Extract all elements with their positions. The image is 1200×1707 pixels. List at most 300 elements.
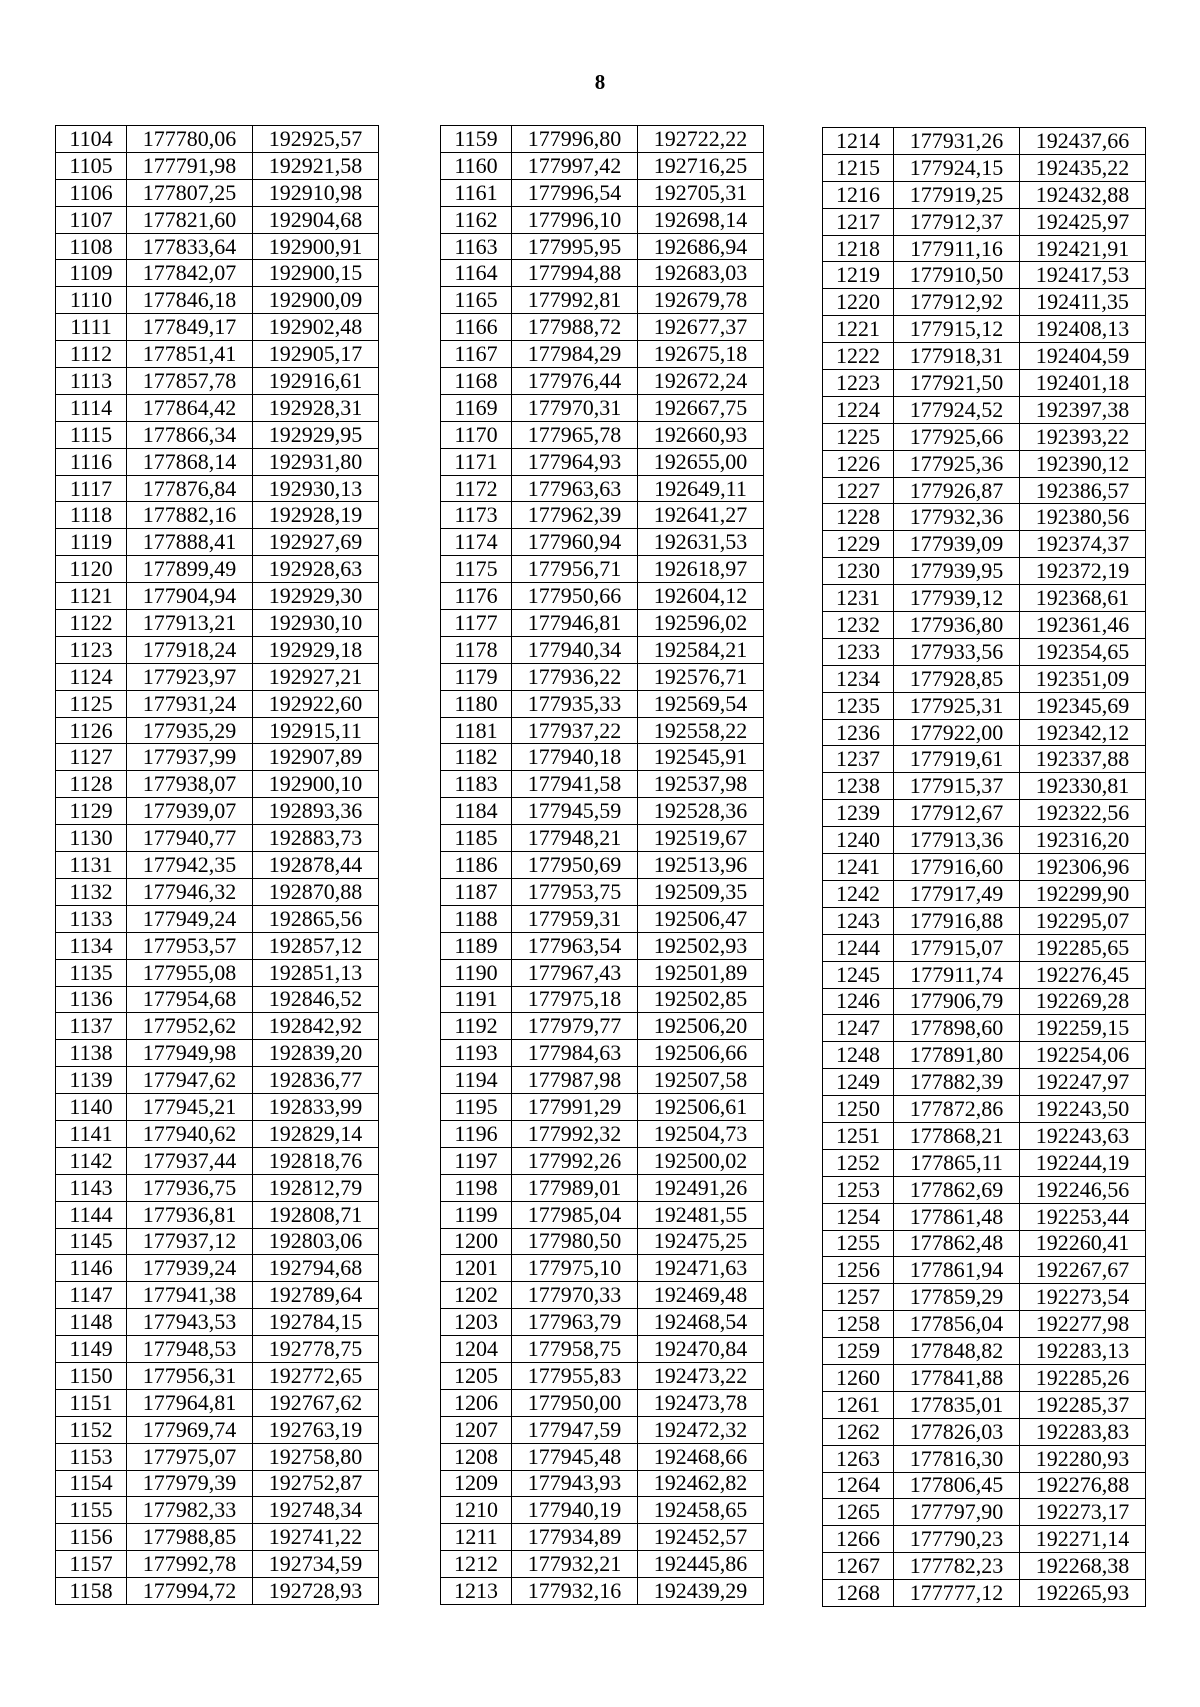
point-number-cell: 1224 xyxy=(823,396,894,423)
point-number-cell: 1167 xyxy=(441,341,512,368)
x-coordinate-cell: 177861,48 xyxy=(894,1203,1020,1230)
table-row xyxy=(823,396,1146,423)
table-row xyxy=(56,206,379,233)
y-coordinate-cell: 192243,63 xyxy=(1020,1122,1146,1149)
x-coordinate-cell: 177940,62 xyxy=(127,1120,253,1147)
point-number-cell: 1192 xyxy=(441,1013,512,1040)
table-row xyxy=(823,1526,1146,1553)
x-coordinate-cell: 177960,94 xyxy=(512,529,638,556)
point-number-cell: 1257 xyxy=(823,1284,894,1311)
point-number-cell: 1113 xyxy=(56,368,127,395)
y-coordinate-cell: 192295,07 xyxy=(1020,907,1146,934)
point-number-cell: 1119 xyxy=(56,529,127,556)
table-row xyxy=(441,529,764,556)
table-row xyxy=(56,1094,379,1121)
y-coordinate-cell: 192500,02 xyxy=(638,1147,764,1174)
table-row xyxy=(56,1362,379,1389)
point-number-cell: 1118 xyxy=(56,502,127,529)
table-row xyxy=(823,1364,1146,1391)
table-row xyxy=(823,719,1146,746)
point-number-cell: 1264 xyxy=(823,1472,894,1499)
x-coordinate-cell: 177980,50 xyxy=(512,1228,638,1255)
y-coordinate-cell: 192411,35 xyxy=(1020,289,1146,316)
table-row xyxy=(56,878,379,905)
table-row xyxy=(441,126,764,153)
table-row xyxy=(56,583,379,610)
x-coordinate-cell: 177956,31 xyxy=(127,1362,253,1389)
x-coordinate-cell: 177849,17 xyxy=(127,314,253,341)
x-coordinate-cell: 177946,32 xyxy=(127,878,253,905)
table-row xyxy=(823,343,1146,370)
table-row xyxy=(441,1120,764,1147)
y-coordinate-cell: 192734,59 xyxy=(253,1551,379,1578)
y-coordinate-cell: 192916,61 xyxy=(253,368,379,395)
x-coordinate-cell: 177950,66 xyxy=(512,583,638,610)
point-number-cell: 1129 xyxy=(56,798,127,825)
point-number-cell: 1227 xyxy=(823,477,894,504)
y-coordinate-cell: 192299,90 xyxy=(1020,880,1146,907)
y-coordinate-cell: 192519,67 xyxy=(638,825,764,852)
table-row xyxy=(56,959,379,986)
y-coordinate-cell: 192928,19 xyxy=(253,502,379,529)
y-coordinate-cell: 192649,11 xyxy=(638,475,764,502)
table-row xyxy=(56,1120,379,1147)
x-coordinate-cell: 177955,83 xyxy=(512,1362,638,1389)
point-number-cell: 1206 xyxy=(441,1389,512,1416)
table-row xyxy=(56,986,379,1013)
y-coordinate-cell: 192271,14 xyxy=(1020,1526,1146,1553)
point-number-cell: 1162 xyxy=(441,206,512,233)
point-number-cell: 1108 xyxy=(56,233,127,260)
y-coordinate-cell: 192368,61 xyxy=(1020,585,1146,612)
x-coordinate-cell: 177939,12 xyxy=(894,585,1020,612)
point-number-cell: 1233 xyxy=(823,638,894,665)
y-coordinate-cell: 192902,48 xyxy=(253,314,379,341)
point-number-cell: 1133 xyxy=(56,905,127,932)
y-coordinate-cell: 192767,62 xyxy=(253,1389,379,1416)
table-row xyxy=(441,825,764,852)
x-coordinate-cell: 177952,62 xyxy=(127,1013,253,1040)
x-coordinate-cell: 177912,92 xyxy=(894,289,1020,316)
y-coordinate-cell: 192506,61 xyxy=(638,1094,764,1121)
table-row xyxy=(441,1067,764,1094)
x-coordinate-cell: 177937,99 xyxy=(127,744,253,771)
y-coordinate-cell: 192473,78 xyxy=(638,1389,764,1416)
x-coordinate-cell: 177826,03 xyxy=(894,1418,1020,1445)
table-row xyxy=(823,262,1146,289)
table-row xyxy=(823,289,1146,316)
point-number-cell: 1210 xyxy=(441,1497,512,1524)
y-coordinate-cell: 192509,35 xyxy=(638,878,764,905)
y-coordinate-cell: 192545,91 xyxy=(638,744,764,771)
table-row xyxy=(823,907,1146,934)
table-row xyxy=(56,744,379,771)
y-coordinate-cell: 192641,27 xyxy=(638,502,764,529)
table-row xyxy=(56,1416,379,1443)
x-coordinate-cell: 177851,41 xyxy=(127,341,253,368)
y-coordinate-cell: 192763,19 xyxy=(253,1416,379,1443)
x-coordinate-cell: 177919,61 xyxy=(894,746,1020,773)
table-row xyxy=(56,636,379,663)
x-coordinate-cell: 177965,78 xyxy=(512,421,638,448)
y-coordinate-cell: 192836,77 xyxy=(253,1067,379,1094)
table-row xyxy=(441,717,764,744)
point-number-cell: 1232 xyxy=(823,612,894,639)
x-coordinate-cell: 177866,34 xyxy=(127,421,253,448)
table-row xyxy=(823,1391,1146,1418)
table-row xyxy=(441,179,764,206)
point-number-cell: 1223 xyxy=(823,370,894,397)
y-coordinate-cell: 192705,31 xyxy=(638,179,764,206)
point-number-cell: 1226 xyxy=(823,450,894,477)
table-row xyxy=(823,450,1146,477)
y-coordinate-cell: 192269,28 xyxy=(1020,988,1146,1015)
x-coordinate-cell: 177992,81 xyxy=(512,287,638,314)
table-row xyxy=(441,744,764,771)
table-row xyxy=(56,1067,379,1094)
x-coordinate-cell: 177943,53 xyxy=(127,1309,253,1336)
point-number-cell: 1142 xyxy=(56,1147,127,1174)
y-coordinate-cell: 192679,78 xyxy=(638,287,764,314)
y-coordinate-cell: 192351,09 xyxy=(1020,665,1146,692)
table-row xyxy=(441,314,764,341)
x-coordinate-cell: 177925,31 xyxy=(894,692,1020,719)
y-coordinate-cell: 192631,53 xyxy=(638,529,764,556)
table-row xyxy=(823,692,1146,719)
table-row xyxy=(441,959,764,986)
y-coordinate-cell: 192907,89 xyxy=(253,744,379,771)
x-coordinate-cell: 177992,78 xyxy=(127,1551,253,1578)
table-row xyxy=(441,1497,764,1524)
x-coordinate-cell: 177935,33 xyxy=(512,690,638,717)
y-coordinate-cell: 192432,88 xyxy=(1020,181,1146,208)
point-number-cell: 1155 xyxy=(56,1497,127,1524)
point-number-cell: 1106 xyxy=(56,179,127,206)
x-coordinate-cell: 177925,66 xyxy=(894,423,1020,450)
y-coordinate-cell: 192322,56 xyxy=(1020,800,1146,827)
point-number-cell: 1222 xyxy=(823,343,894,370)
table-row xyxy=(441,421,764,448)
point-number-cell: 1110 xyxy=(56,287,127,314)
x-coordinate-cell: 177864,42 xyxy=(127,394,253,421)
y-coordinate-cell: 192342,12 xyxy=(1020,719,1146,746)
y-coordinate-cell: 192354,65 xyxy=(1020,638,1146,665)
table-row xyxy=(823,1096,1146,1123)
y-coordinate-cell: 192878,44 xyxy=(253,852,379,879)
y-coordinate-cell: 192675,18 xyxy=(638,341,764,368)
y-coordinate-cell: 192470,84 xyxy=(638,1336,764,1363)
table-row xyxy=(56,260,379,287)
y-coordinate-cell: 192558,22 xyxy=(638,717,764,744)
point-number-cell: 1173 xyxy=(441,502,512,529)
x-coordinate-cell: 177861,94 xyxy=(894,1257,1020,1284)
table-row xyxy=(441,690,764,717)
x-coordinate-cell: 177947,62 xyxy=(127,1067,253,1094)
y-coordinate-cell: 192772,65 xyxy=(253,1362,379,1389)
table-row xyxy=(56,825,379,852)
table-row xyxy=(823,1553,1146,1580)
point-number-cell: 1150 xyxy=(56,1362,127,1389)
table-row xyxy=(823,612,1146,639)
point-number-cell: 1228 xyxy=(823,504,894,531)
table-row xyxy=(823,558,1146,585)
point-number-cell: 1254 xyxy=(823,1203,894,1230)
table-row xyxy=(823,128,1146,155)
coordinate-table-2 xyxy=(440,125,764,1605)
point-number-cell: 1191 xyxy=(441,986,512,1013)
x-coordinate-cell: 177976,44 xyxy=(512,368,638,395)
point-number-cell: 1137 xyxy=(56,1013,127,1040)
x-coordinate-cell: 177806,45 xyxy=(894,1472,1020,1499)
point-number-cell: 1243 xyxy=(823,907,894,934)
table-row xyxy=(823,370,1146,397)
x-coordinate-cell: 177995,95 xyxy=(512,233,638,260)
table-row xyxy=(441,1443,764,1470)
table-row xyxy=(56,663,379,690)
y-coordinate-cell: 192842,92 xyxy=(253,1013,379,1040)
table-row xyxy=(441,556,764,583)
x-coordinate-cell: 177924,52 xyxy=(894,396,1020,423)
point-number-cell: 1217 xyxy=(823,208,894,235)
point-number-cell: 1246 xyxy=(823,988,894,1015)
x-coordinate-cell: 177932,21 xyxy=(512,1551,638,1578)
y-coordinate-cell: 192254,06 xyxy=(1020,1042,1146,1069)
point-number-cell: 1231 xyxy=(823,585,894,612)
table-row xyxy=(441,1389,764,1416)
y-coordinate-cell: 192273,17 xyxy=(1020,1499,1146,1526)
table-row xyxy=(56,1255,379,1282)
x-coordinate-cell: 177937,44 xyxy=(127,1147,253,1174)
point-number-cell: 1236 xyxy=(823,719,894,746)
point-number-cell: 1197 xyxy=(441,1147,512,1174)
point-number-cell: 1163 xyxy=(441,233,512,260)
x-coordinate-cell: 177994,72 xyxy=(127,1578,253,1605)
x-coordinate-cell: 177888,41 xyxy=(127,529,253,556)
point-number-cell: 1208 xyxy=(441,1443,512,1470)
point-number-cell: 1247 xyxy=(823,1015,894,1042)
x-coordinate-cell: 177939,95 xyxy=(894,558,1020,585)
table-row xyxy=(56,314,379,341)
x-coordinate-cell: 177975,07 xyxy=(127,1443,253,1470)
x-coordinate-cell: 177848,82 xyxy=(894,1338,1020,1365)
y-coordinate-cell: 192758,80 xyxy=(253,1443,379,1470)
point-number-cell: 1147 xyxy=(56,1282,127,1309)
table-row xyxy=(823,1499,1146,1526)
point-number-cell: 1218 xyxy=(823,235,894,262)
table-row xyxy=(56,448,379,475)
table-row xyxy=(441,475,764,502)
x-coordinate-cell: 177970,31 xyxy=(512,394,638,421)
x-coordinate-cell: 177956,71 xyxy=(512,556,638,583)
point-number-cell: 1124 xyxy=(56,663,127,690)
y-coordinate-cell: 192468,66 xyxy=(638,1443,764,1470)
point-number-cell: 1259 xyxy=(823,1338,894,1365)
y-coordinate-cell: 192437,66 xyxy=(1020,128,1146,155)
point-number-cell: 1205 xyxy=(441,1362,512,1389)
y-coordinate-cell: 192808,71 xyxy=(253,1201,379,1228)
table-row xyxy=(56,126,379,153)
x-coordinate-cell: 177868,14 xyxy=(127,448,253,475)
x-coordinate-cell: 177906,79 xyxy=(894,988,1020,1015)
y-coordinate-cell: 192716,25 xyxy=(638,152,764,179)
point-number-cell: 1183 xyxy=(441,771,512,798)
y-coordinate-cell: 192276,88 xyxy=(1020,1472,1146,1499)
table-row xyxy=(56,1147,379,1174)
y-coordinate-cell: 192752,87 xyxy=(253,1470,379,1497)
y-coordinate-cell: 192722,22 xyxy=(638,126,764,153)
table-row xyxy=(823,1257,1146,1284)
table-row xyxy=(56,368,379,395)
y-coordinate-cell: 192452,57 xyxy=(638,1524,764,1551)
y-coordinate-cell: 192748,34 xyxy=(253,1497,379,1524)
table-row xyxy=(823,531,1146,558)
table-row xyxy=(823,934,1146,961)
x-coordinate-cell: 177924,15 xyxy=(894,154,1020,181)
x-coordinate-cell: 177913,36 xyxy=(894,827,1020,854)
point-number-cell: 1169 xyxy=(441,394,512,421)
point-number-cell: 1171 xyxy=(441,448,512,475)
y-coordinate-cell: 192259,15 xyxy=(1020,1015,1146,1042)
table-row xyxy=(441,1255,764,1282)
point-number-cell: 1158 xyxy=(56,1578,127,1605)
y-coordinate-cell: 192462,82 xyxy=(638,1470,764,1497)
point-number-cell: 1251 xyxy=(823,1122,894,1149)
point-number-cell: 1144 xyxy=(56,1201,127,1228)
x-coordinate-cell: 177780,06 xyxy=(127,126,253,153)
point-number-cell: 1111 xyxy=(56,314,127,341)
point-number-cell: 1204 xyxy=(441,1336,512,1363)
y-coordinate-cell: 192380,56 xyxy=(1020,504,1146,531)
x-coordinate-cell: 177985,04 xyxy=(512,1201,638,1228)
coordinate-table-3 xyxy=(822,127,1146,1607)
point-number-cell: 1249 xyxy=(823,1069,894,1096)
x-coordinate-cell: 177984,63 xyxy=(512,1040,638,1067)
y-coordinate-cell: 192285,26 xyxy=(1020,1364,1146,1391)
table-row xyxy=(823,316,1146,343)
y-coordinate-cell: 192904,68 xyxy=(253,206,379,233)
point-number-cell: 1195 xyxy=(441,1094,512,1121)
x-coordinate-cell: 177939,09 xyxy=(894,531,1020,558)
table-row xyxy=(823,1069,1146,1096)
y-coordinate-cell: 192839,20 xyxy=(253,1040,379,1067)
point-number-cell: 1256 xyxy=(823,1257,894,1284)
point-number-cell: 1139 xyxy=(56,1067,127,1094)
point-number-cell: 1121 xyxy=(56,583,127,610)
y-coordinate-cell: 192893,36 xyxy=(253,798,379,825)
y-coordinate-cell: 192537,98 xyxy=(638,771,764,798)
x-coordinate-cell: 177946,81 xyxy=(512,610,638,637)
table-row xyxy=(56,475,379,502)
x-coordinate-cell: 177948,21 xyxy=(512,825,638,852)
point-number-cell: 1161 xyxy=(441,179,512,206)
table-row xyxy=(56,529,379,556)
point-number-cell: 1170 xyxy=(441,421,512,448)
y-coordinate-cell: 192576,71 xyxy=(638,663,764,690)
x-coordinate-cell: 177932,16 xyxy=(512,1578,638,1605)
table-row xyxy=(823,638,1146,665)
y-coordinate-cell: 192393,22 xyxy=(1020,423,1146,450)
table-row xyxy=(56,394,379,421)
x-coordinate-cell: 177918,31 xyxy=(894,343,1020,370)
point-number-cell: 1138 xyxy=(56,1040,127,1067)
x-coordinate-cell: 177911,16 xyxy=(894,235,1020,262)
point-number-cell: 1220 xyxy=(823,289,894,316)
table-row xyxy=(823,235,1146,262)
y-coordinate-cell: 192502,93 xyxy=(638,932,764,959)
x-coordinate-cell: 177857,78 xyxy=(127,368,253,395)
y-coordinate-cell: 192925,57 xyxy=(253,126,379,153)
table-row xyxy=(823,1338,1146,1365)
y-coordinate-cell: 192683,03 xyxy=(638,260,764,287)
x-coordinate-cell: 177996,80 xyxy=(512,126,638,153)
x-coordinate-cell: 177967,43 xyxy=(512,959,638,986)
table-row xyxy=(823,854,1146,881)
y-coordinate-cell: 192502,85 xyxy=(638,986,764,1013)
y-coordinate-cell: 192905,17 xyxy=(253,341,379,368)
y-coordinate-cell: 192618,97 xyxy=(638,556,764,583)
point-number-cell: 1104 xyxy=(56,126,127,153)
table-row xyxy=(441,1336,764,1363)
y-coordinate-cell: 192491,26 xyxy=(638,1174,764,1201)
table-row xyxy=(823,504,1146,531)
point-number-cell: 1107 xyxy=(56,206,127,233)
x-coordinate-cell: 177912,37 xyxy=(894,208,1020,235)
y-coordinate-cell: 192390,12 xyxy=(1020,450,1146,477)
y-coordinate-cell: 192506,66 xyxy=(638,1040,764,1067)
table-row xyxy=(441,1201,764,1228)
x-coordinate-cell: 177777,12 xyxy=(894,1580,1020,1607)
point-number-cell: 1178 xyxy=(441,636,512,663)
x-coordinate-cell: 177932,36 xyxy=(894,504,1020,531)
y-coordinate-cell: 192910,98 xyxy=(253,179,379,206)
x-coordinate-cell: 177856,04 xyxy=(894,1311,1020,1338)
point-number-cell: 1120 xyxy=(56,556,127,583)
x-coordinate-cell: 177991,29 xyxy=(512,1094,638,1121)
y-coordinate-cell: 192397,38 xyxy=(1020,396,1146,423)
table-row xyxy=(56,1013,379,1040)
point-number-cell: 1212 xyxy=(441,1551,512,1578)
table-row xyxy=(441,394,764,421)
table-row xyxy=(56,905,379,932)
x-coordinate-cell: 177833,64 xyxy=(127,233,253,260)
x-coordinate-cell: 177950,00 xyxy=(512,1389,638,1416)
y-coordinate-cell: 192803,06 xyxy=(253,1228,379,1255)
point-number-cell: 1179 xyxy=(441,663,512,690)
x-coordinate-cell: 177782,23 xyxy=(894,1553,1020,1580)
y-coordinate-cell: 192789,64 xyxy=(253,1282,379,1309)
x-coordinate-cell: 177807,25 xyxy=(127,179,253,206)
point-number-cell: 1203 xyxy=(441,1309,512,1336)
x-coordinate-cell: 177891,80 xyxy=(894,1042,1020,1069)
x-coordinate-cell: 177916,88 xyxy=(894,907,1020,934)
y-coordinate-cell: 192930,13 xyxy=(253,475,379,502)
point-number-cell: 1115 xyxy=(56,421,127,448)
y-coordinate-cell: 192475,25 xyxy=(638,1228,764,1255)
x-coordinate-cell: 177937,12 xyxy=(127,1228,253,1255)
x-coordinate-cell: 177954,68 xyxy=(127,986,253,1013)
x-coordinate-cell: 177910,50 xyxy=(894,262,1020,289)
table-row xyxy=(441,233,764,260)
x-coordinate-cell: 177936,81 xyxy=(127,1201,253,1228)
y-coordinate-cell: 192677,37 xyxy=(638,314,764,341)
point-number-cell: 1221 xyxy=(823,316,894,343)
y-coordinate-cell: 192468,54 xyxy=(638,1309,764,1336)
y-coordinate-cell: 192870,88 xyxy=(253,878,379,905)
point-number-cell: 1241 xyxy=(823,854,894,881)
y-coordinate-cell: 192865,56 xyxy=(253,905,379,932)
x-coordinate-cell: 177945,48 xyxy=(512,1443,638,1470)
point-number-cell: 1267 xyxy=(823,1553,894,1580)
